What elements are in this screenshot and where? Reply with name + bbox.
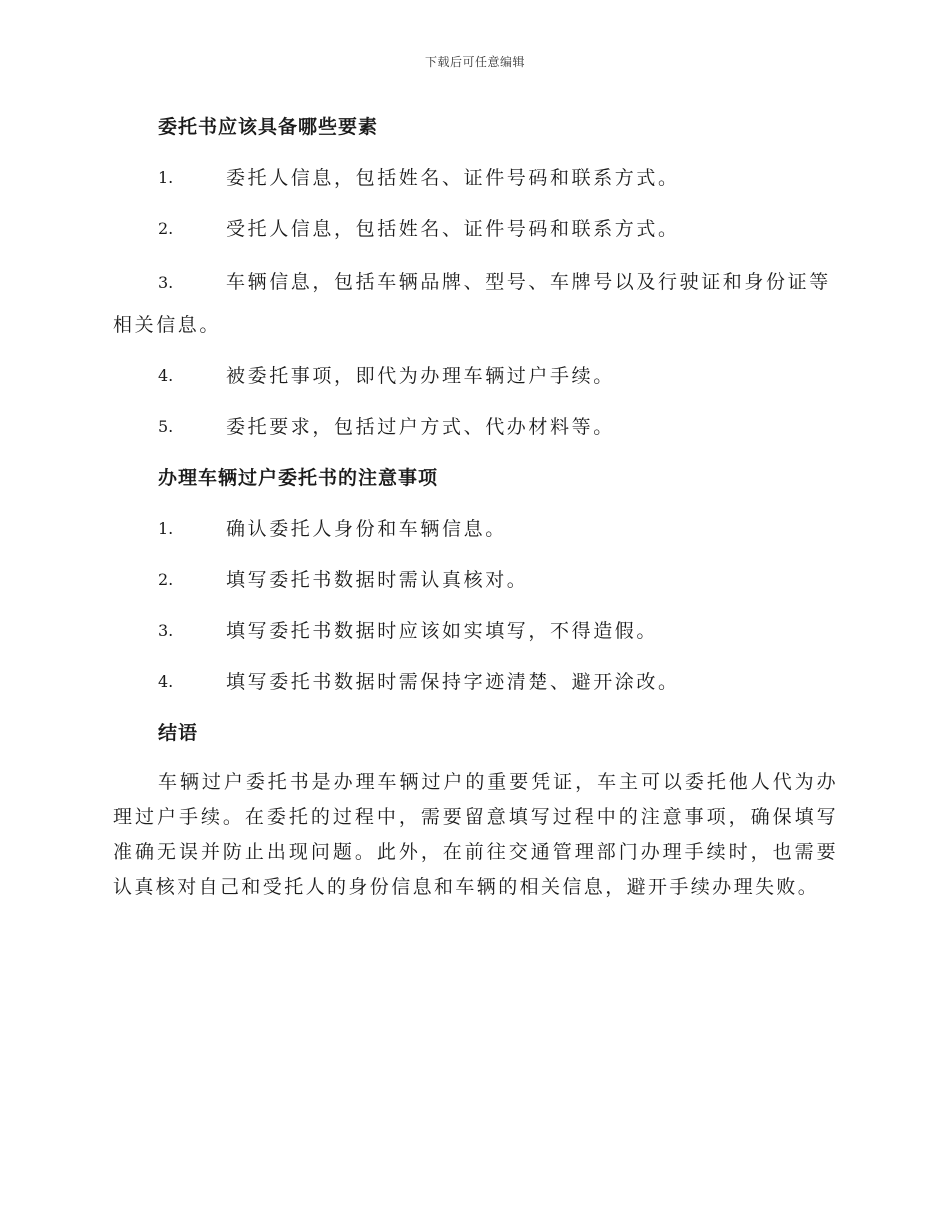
list-item: [113, 612, 838, 663]
list-item: [113, 561, 838, 612]
list-text: 填写委托书数据时需认真核对。: [226, 569, 529, 591]
list-item: [113, 210, 838, 261]
list-item-wrapped: [113, 261, 838, 347]
list-text: 填写委托书数据时应该如实填写，不得造假。: [226, 620, 659, 642]
list-item: [113, 663, 838, 714]
list-text: 确认委托人身份和车辆信息。: [226, 518, 507, 540]
list-number: 4.: [158, 672, 174, 691]
list-number: 1.: [158, 168, 174, 187]
list-number: 2.: [158, 570, 174, 589]
list-text: 被委托事项，即代为办理车辆过户手续。: [226, 365, 615, 387]
document-content: [113, 108, 838, 905]
list-text: 填写委托书数据时需保持字迹清楚、避开涂改。: [226, 671, 680, 693]
list-number: 3.: [158, 273, 174, 292]
section-heading-notes: 办理车辆过户委托书的注意事项: [158, 467, 439, 489]
section-heading-conclusion: 结语: [158, 722, 199, 744]
list-item: [113, 408, 838, 459]
conclusion-paragraph: 车辆过户委托书是办理车辆过户的重要凭证，车主可以委托他人代为办理过户手续。在委托的过程中，需要留意填写过程中的注意事项，确保填写准确无误并防止出现问题。此外，在前往交通管理部门办理手续时，也需要认真核对自己和受托人的身份信息和车辆的相关信息，避开手续办理失败。: [113, 771, 838, 898]
list-item: [113, 159, 838, 210]
header-note: 下载后可任意编辑: [424, 55, 525, 69]
list-number: 5.: [158, 417, 174, 436]
list-text: 委托人信息，包括姓名、证件号码和联系方式。: [226, 167, 680, 189]
list-text: 车辆信息，包括车辆品牌、型号、车牌号以及行驶证和身份证等相关信息。: [113, 271, 831, 336]
list-item: [113, 510, 838, 561]
section-heading-elements: 委托书应该具备哪些要素: [158, 116, 379, 138]
list-number: 1.: [158, 519, 174, 538]
list-item: [113, 357, 838, 408]
list-text: 委托要求，包括过户方式、代办材料等。: [226, 416, 615, 438]
list-number: 4.: [158, 366, 174, 385]
list-number: 2.: [158, 219, 174, 238]
list-number: 3.: [158, 621, 174, 640]
list-text: 受托人信息，包括姓名、证件号码和联系方式。: [226, 218, 680, 240]
